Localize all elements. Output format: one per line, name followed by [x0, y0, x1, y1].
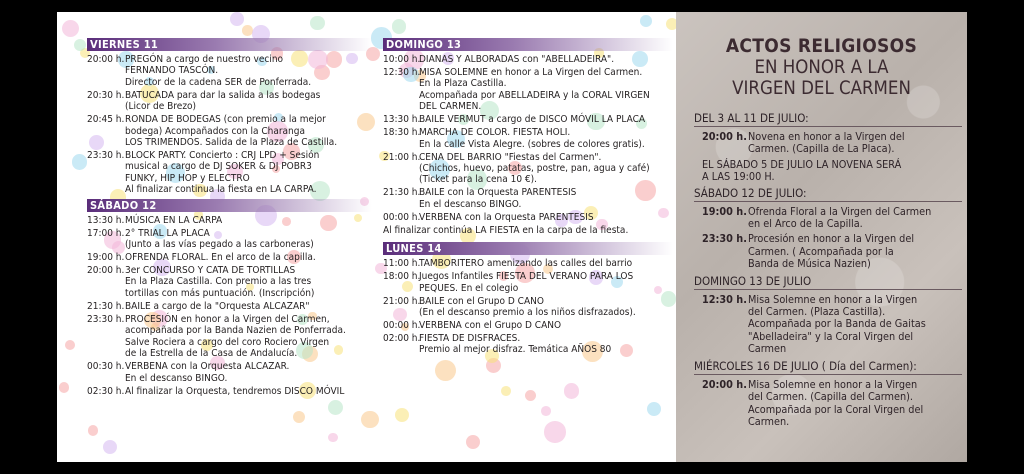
religious-section-heading: DOMINGO 13 DE JULIO [694, 274, 962, 290]
sunday-closing-note: Al finalizar continúa LA FIESTA en la carpa de la fiesta. [383, 224, 629, 236]
religious-title-line2: EN HONOR A LA [754, 57, 889, 78]
sunday-events [383, 54, 673, 223]
religious-title-line1: ACTOS RELIGIOSOS [725, 35, 918, 57]
religious-event-description: Ofrenda Floral a la Virgen del Carmen en el Arco de la Capilla. [748, 204, 932, 231]
column-left [87, 38, 372, 399]
event-row [383, 127, 673, 150]
event-time: 18:30 h. [383, 127, 421, 139]
event-time: 21:00 h. [383, 151, 421, 163]
religious-title-line3: VIRGEN DEL CARMEN [732, 78, 911, 99]
event-description: PROCESIÓN en honor a la Virgen del Carmen, acompañada por la Banda Nazien de Ponferrada. Salve Rociera a cargo del coro Rociero Virgen de la Estrella de la Casa de Andalucía. [125, 313, 346, 360]
confetti-dot [647, 402, 661, 416]
confetti-dot [640, 15, 652, 27]
event-row [383, 333, 673, 356]
religious-event-time: 20:00 h. [702, 377, 747, 391]
event-description: VERBENA con la Orquesta PARENTESIS [419, 211, 594, 223]
confetti-dot [88, 425, 98, 435]
religious-section-heading: MIÉRCOLES 16 DE JULIO ( Día del Carmen): [694, 359, 962, 375]
event-description: MISA SOLEMNE en honor a La Virgen del Carmen. En la Plaza Castilla. Acompañada por ABELLADEIRA y la CORAL VIRGEN DEL CARMEN. [419, 67, 650, 113]
saturday-events [87, 215, 372, 397]
event-time: 11:00 h. [383, 258, 421, 270]
event-row [87, 314, 372, 360]
event-time: 20:45 h. [87, 114, 125, 126]
confetti-dot [230, 12, 244, 26]
religious-event-row [702, 206, 962, 231]
event-description: 2° TRIAL LA PLACA (Junto a las vías pegado a las carboneras) [125, 227, 314, 251]
religious-event-description: Novena en honor a la Virgen del Carmen. (Capilla de La Placa). [748, 130, 905, 156]
day-header-friday: VIERNES 11 [87, 38, 372, 51]
column-middle [383, 38, 673, 357]
event-row [383, 212, 673, 223]
event-description: PREGÓN a cargo de nuestro vecino FERNANDO TASCÓN. Director de la cadena SER de Ponferrada. [125, 54, 312, 88]
confetti-dot [466, 435, 480, 449]
confetti-dot [293, 411, 305, 423]
event-description: MÚSICA EN LA CARPA [125, 214, 223, 226]
confetti-dot [310, 16, 325, 31]
confetti-dot [541, 406, 551, 416]
confetti-dot [435, 360, 456, 381]
religious-event-description: Misa Solemne en honor a la Virgen del Carmen. (Capilla del Carmen). Acompañada por la Coral Virgen del Carmen. [748, 377, 924, 428]
confetti-dot [103, 440, 117, 454]
event-row [87, 114, 372, 148]
event-time: 18:00 h. [383, 271, 421, 283]
confetti-dot [328, 433, 338, 443]
confetti-dot [328, 400, 343, 415]
religious-event-row [702, 379, 962, 429]
confetti-dot [525, 390, 537, 402]
day-header-sunday: DOMINGO 13 [383, 38, 673, 51]
event-row [383, 187, 673, 210]
event-row [87, 215, 372, 226]
religious-event-description: Misa Solemne en honor a la Virgen del Carmen. (Plaza Castilla). Acompañada por la Banda de Gaitas "Abelladeira" y la Coral Virgen del Carmen [748, 292, 926, 356]
confetti-dot [501, 386, 511, 396]
event-row [383, 114, 673, 125]
event-row [87, 252, 372, 263]
festival-program [57, 12, 967, 462]
event-description: FIESTA DE DISFRACES. Premio al mejor disfraz. Temática AÑOS 80 [419, 333, 612, 356]
confetti-dot [544, 421, 566, 443]
event-time: 21:30 h. [383, 187, 421, 199]
day-header-saturday: SÁBADO 12 [87, 199, 372, 212]
event-time: 20:30 h. [87, 89, 125, 101]
event-time: 13:30 h. [383, 114, 421, 126]
event-row [87, 265, 372, 299]
monday-events [383, 258, 673, 356]
event-row [383, 258, 673, 269]
event-row [383, 320, 673, 331]
event-time: 00:30 h. [87, 361, 125, 373]
event-description: BAILE con la Orquesta PARENTESIS En el descanso BINGO. [419, 187, 577, 210]
religious-section-heading: SÁBADO 12 DE JULIO: [694, 186, 962, 202]
religious-event-row [702, 294, 962, 356]
event-time: 12:30 h. [383, 67, 421, 78]
event-time: 20:00 h. [87, 54, 125, 65]
religious-title [676, 36, 967, 99]
event-row [383, 296, 673, 319]
religious-event-description: Procesión en honor a la Virgen del Carmen. ( Acompañada por la Banda de Música Nazien) [748, 232, 915, 271]
event-time: 21:00 h. [383, 295, 421, 307]
confetti-dot [62, 20, 79, 37]
religious-section-note: EL SÁBADO 5 DE JULIO LA NOVENA SERÁ A LAS 19:00 H. [702, 157, 902, 184]
event-description: MARCHA DE COLOR. FIESTA HOLI. En la calle Vista Alegre. (sobres de colores gratis). [419, 127, 645, 150]
event-row [87, 301, 372, 312]
event-time: 10:00 h. [383, 54, 421, 65]
event-time: 00:00 h. [383, 320, 421, 332]
event-time: 19:00 h. [87, 252, 125, 264]
confetti-dot [564, 383, 580, 399]
event-description: Al finalizar la Orquesta, tendremos DISCO MÓVIL [125, 385, 345, 397]
friday-events [87, 54, 372, 196]
event-description: OFRENDA FLORAL. En el arco de la capilla. [125, 252, 316, 264]
event-description: TAMBORITERO amenizando las calles del barrio [419, 258, 633, 270]
event-time: 20:00 h. [87, 265, 125, 277]
event-row [383, 152, 673, 186]
event-time: 21:30 h. [87, 300, 125, 312]
event-description: BATUCADA para dar la salida a las bodegas (Licor de Brezo) [125, 89, 321, 113]
event-description: CENA DEL BARRIO "Fiestas del Carmen". (Chichos, huevo, patatas, postre, pan, agua y café) (Ticket para la cena 10 €). [419, 151, 650, 186]
event-row [87, 386, 372, 397]
day-header-monday: LUNES 14 [383, 242, 673, 255]
event-time: 02:00 h. [383, 333, 421, 345]
event-description: BAILE a cargo de la "Orquesta ALCAZAR" [125, 300, 310, 312]
event-row [87, 361, 372, 384]
event-time: 17:00 h. [87, 227, 125, 239]
event-time: 23:30 h. [87, 150, 125, 162]
religious-event-time: 12:30 h. [702, 292, 747, 306]
event-description: BAILE con el Grupo D CANO (En el descanso premio a los niños disfrazados). [419, 295, 636, 319]
event-time: 23:30 h. [87, 313, 125, 325]
religious-panel [676, 12, 967, 462]
religious-event-row [702, 233, 962, 270]
event-description: VERBENA con el Grupo D CANO [419, 320, 562, 332]
confetti-dot [59, 382, 69, 392]
event-row [383, 54, 673, 65]
event-time: 13:30 h. [87, 214, 125, 226]
confetti-dot [395, 408, 409, 422]
event-row [383, 67, 673, 113]
event-row [383, 271, 673, 294]
event-description: 3er CONCURSO Y CATA DE TORTILLAS En la Plaza Castilla. Con premio a las tres tortillas con más puntuación. (Inscripción) [125, 265, 315, 299]
religious-event-time: 23:30 h. [702, 232, 747, 246]
religious-section-heading: DEL 3 AL 11 DE JULIO: [694, 111, 962, 127]
event-description: RONDA DE BODEGAS (con premio a la mejor bodega) Acompañados con la Charanga LOS TRIMENDOS. Salida de la Plaza de Castilla. [125, 114, 338, 149]
event-description: BLOCK PARTY. Concierto : CRJ LPD + Sesión musical a cargo de DJ SOKER & DJ POBR3 FUNKY, HIP HOP y ELECTRO Al finalizar continua la fiesta en LA CARPA. [125, 150, 320, 196]
religious-event-time: 19:00 h. [702, 204, 747, 218]
event-time: 02:30 h. [87, 385, 125, 397]
event-row [87, 54, 372, 88]
religious-schedule [694, 109, 962, 431]
confetti-dot [392, 19, 406, 33]
event-row [87, 228, 372, 251]
event-description: Juegos Infantiles FIESTA DEL VERANO PARA LOS PEQUES. En el colegio [419, 271, 634, 294]
event-row [87, 150, 372, 196]
confetti-dot [72, 154, 88, 170]
confetti-dot [361, 411, 378, 428]
event-description: VERBENA con la Orquesta ALCAZAR. En el descanso BINGO. [125, 361, 290, 384]
event-row [87, 90, 372, 113]
event-time: 00:00 h. [383, 211, 421, 223]
confetti-dot [65, 340, 75, 350]
religious-event-time: 20:00 h. [702, 130, 747, 143]
event-description: DIANAS Y ALBORADAS con "ABELLADEIRA". [419, 54, 615, 65]
religious-event-row [702, 131, 962, 156]
event-description: BAILE VERMUT a cargo de DISCO MÓVIL LA PLACA [419, 114, 646, 126]
